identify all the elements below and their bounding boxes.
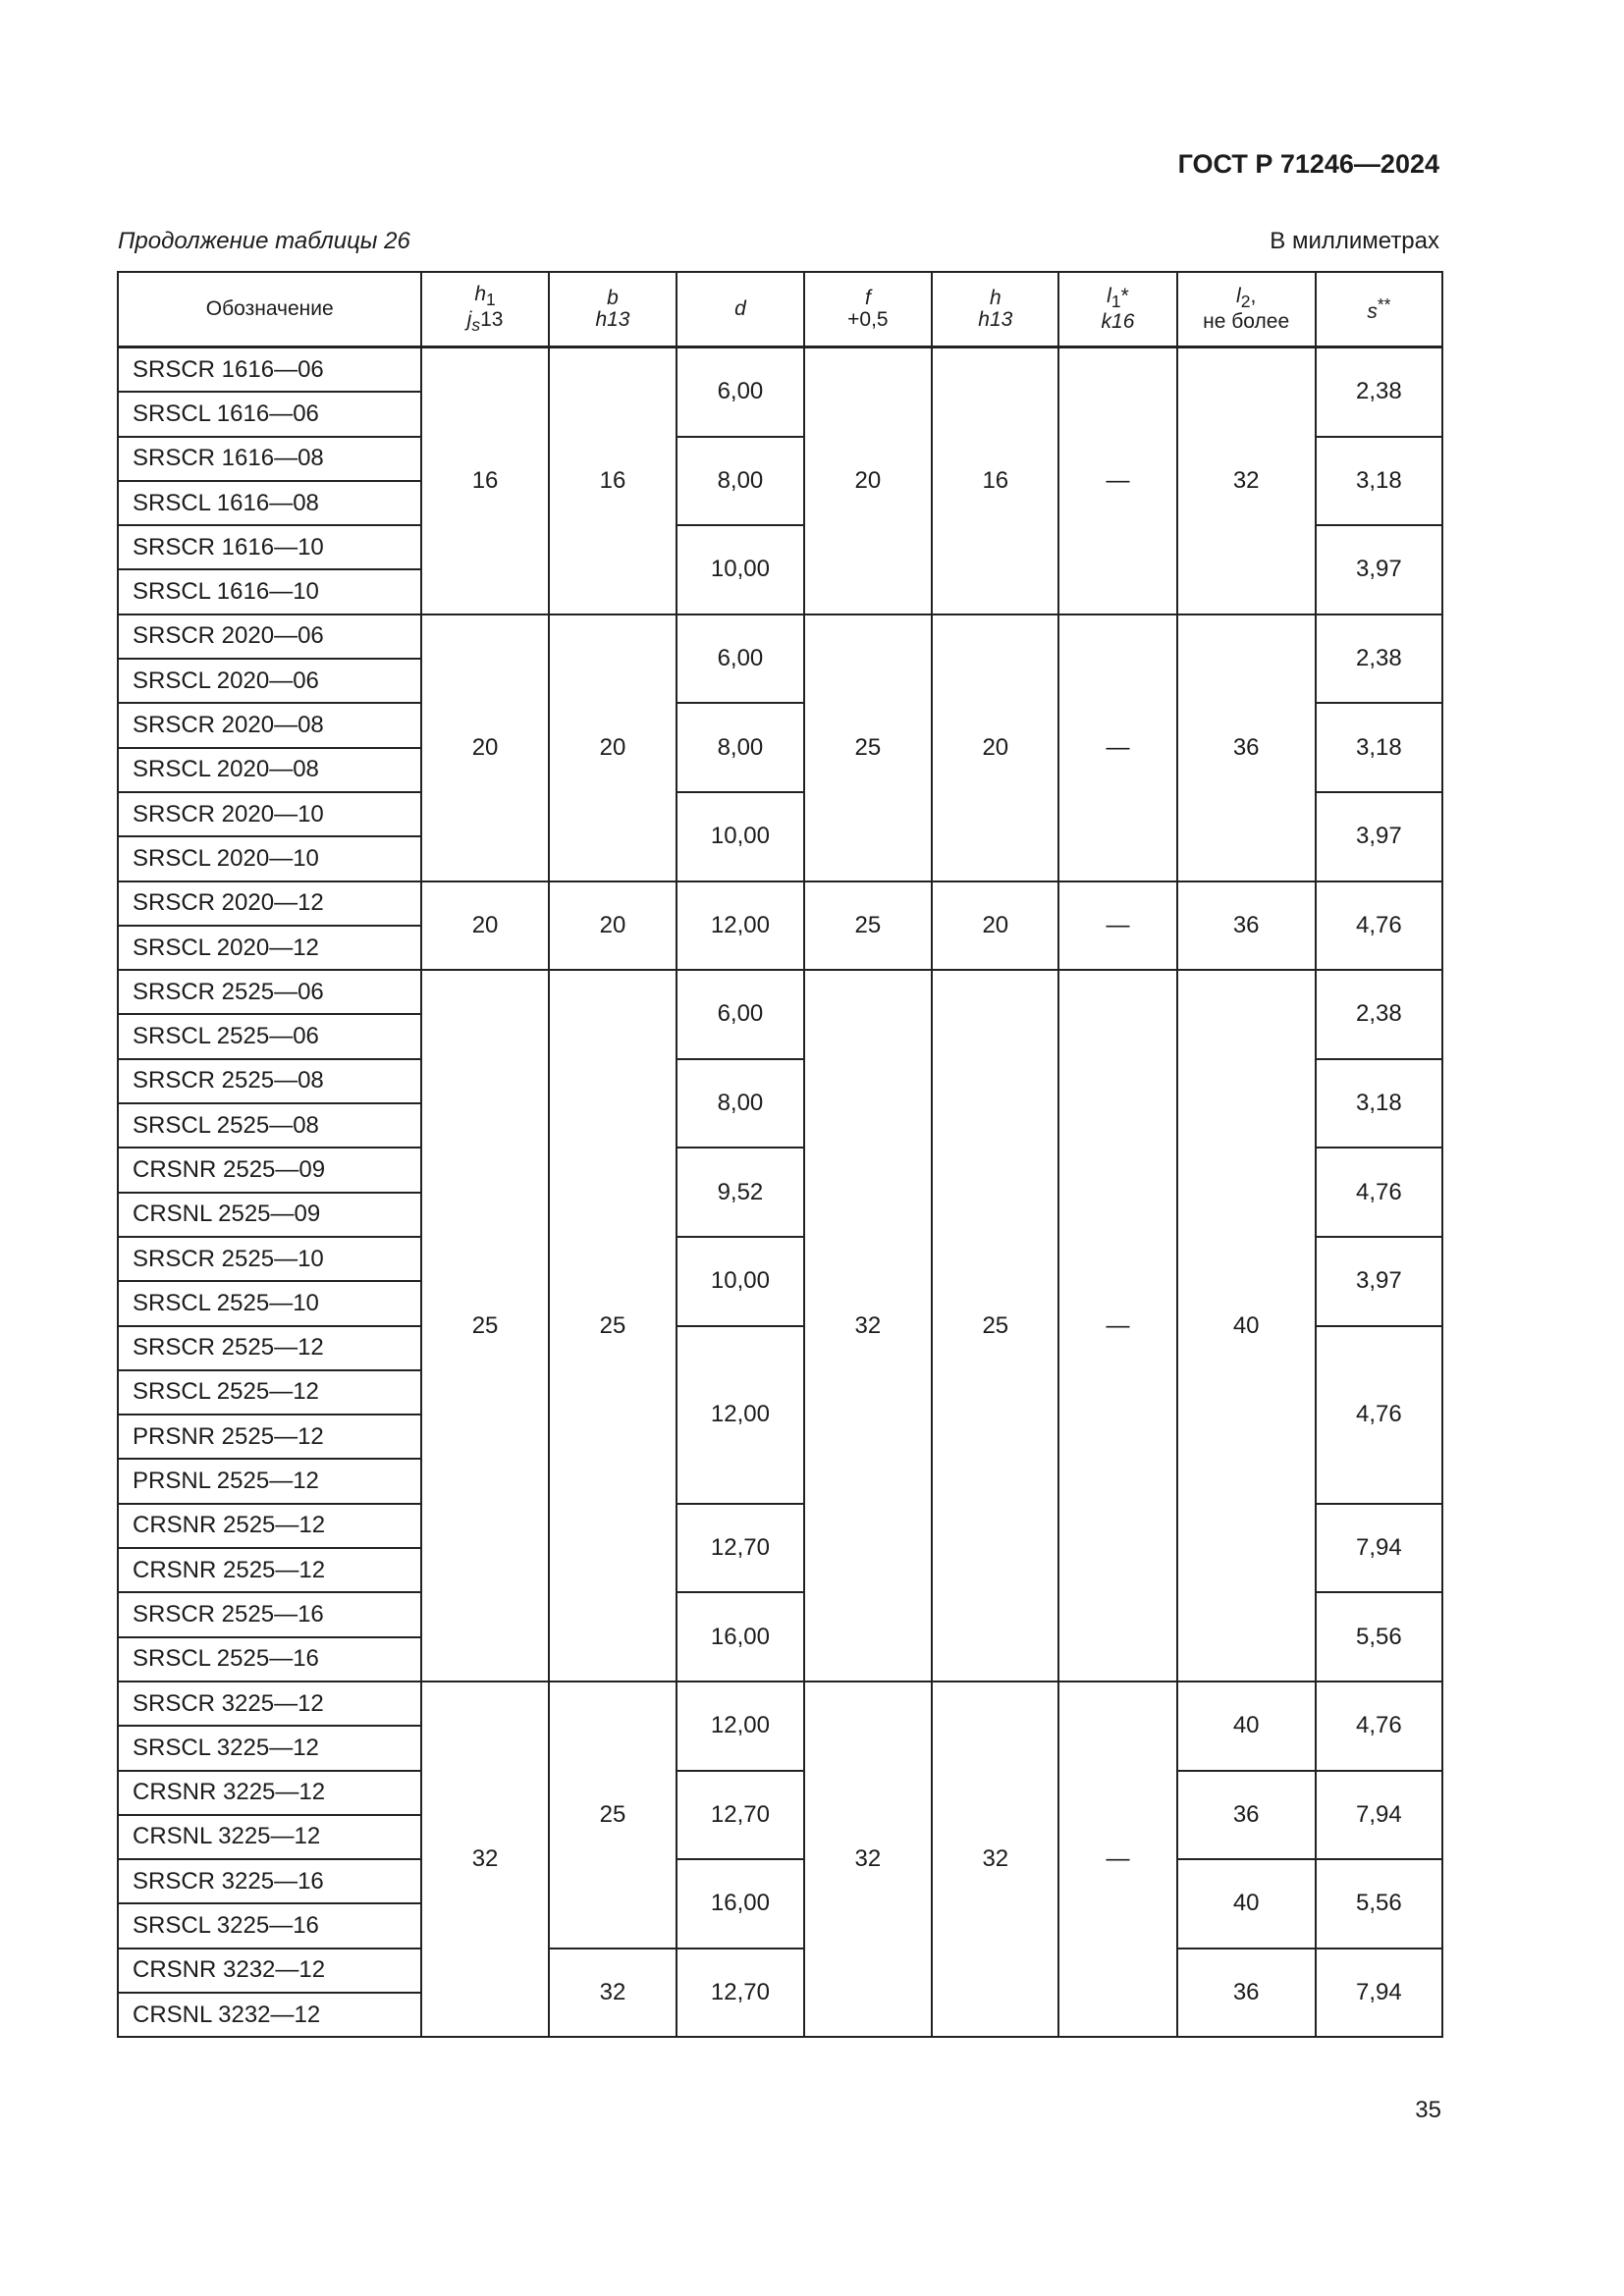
s-cell: 7,94 bbox=[1316, 1504, 1442, 1593]
designation-cell: SRSCR 2525—12 bbox=[118, 1326, 421, 1370]
designation-cell: SRSCL 2020—08 bbox=[118, 748, 421, 792]
l2-cell: 36 bbox=[1177, 1949, 1316, 2038]
d-cell: 12,00 bbox=[677, 881, 803, 971]
designation-cell: SRSCR 2525—06 bbox=[118, 970, 421, 1014]
designation-cell: CRSNL 3225—12 bbox=[118, 1815, 421, 1859]
s-cell: 4,76 bbox=[1316, 881, 1442, 971]
b-cell: 20 bbox=[549, 881, 677, 971]
l1-cell: — bbox=[1058, 881, 1176, 971]
b-cell: 25 bbox=[549, 970, 677, 1682]
designation-cell: SRSCL 2525—06 bbox=[118, 1014, 421, 1058]
col-l2: $l_2$, не более bbox=[1177, 272, 1316, 347]
col-h1: $h_1$ $j_s13$ bbox=[421, 272, 548, 347]
designation-cell: PRSNL 2525—12 bbox=[118, 1459, 421, 1503]
l1-cell: — bbox=[1058, 614, 1176, 881]
designation-cell: SRSCR 1616—10 bbox=[118, 525, 421, 569]
s-cell: 3,97 bbox=[1316, 792, 1442, 881]
d-cell: 6,00 bbox=[677, 614, 803, 704]
designation-cell: CRSNR 2525—12 bbox=[118, 1548, 421, 1592]
f-cell: 25 bbox=[804, 881, 933, 971]
d-cell: 12,70 bbox=[677, 1771, 803, 1860]
designation-cell: SRSCR 3225—16 bbox=[118, 1859, 421, 1903]
designation-cell: SRSCL 2525—10 bbox=[118, 1281, 421, 1325]
b-cell: 20 bbox=[549, 614, 677, 881]
designation-cell: SRSCL 2525—16 bbox=[118, 1637, 421, 1682]
col-s: s** bbox=[1316, 272, 1442, 347]
f-cell: 32 bbox=[804, 970, 933, 1682]
col-designation: Обозначение bbox=[118, 272, 421, 347]
d-cell: 12,70 bbox=[677, 1504, 803, 1593]
s-cell: 3,97 bbox=[1316, 525, 1442, 614]
l2-cell: 40 bbox=[1177, 1682, 1316, 1771]
h1-cell: 16 bbox=[421, 347, 548, 614]
designation-cell: SRSCR 2020—12 bbox=[118, 881, 421, 926]
l2-cell: 32 bbox=[1177, 347, 1316, 614]
designation-cell: CRSNR 3225—12 bbox=[118, 1771, 421, 1815]
l2-cell: 36 bbox=[1177, 881, 1316, 971]
h1-cell: 25 bbox=[421, 970, 548, 1682]
designation-cell: SRSCR 2020—08 bbox=[118, 703, 421, 747]
designation-cell: SRSCL 2020—12 bbox=[118, 926, 421, 970]
table-row bbox=[118, 881, 1442, 926]
table-row bbox=[118, 1859, 1442, 1903]
table-row bbox=[118, 1949, 1442, 1993]
d-cell: 12,70 bbox=[677, 1949, 803, 2038]
designation-cell: SRSCR 2525—16 bbox=[118, 1592, 421, 1636]
designation-cell: SRSCR 1616—06 bbox=[118, 347, 421, 393]
designation-cell: SRSCL 2525—08 bbox=[118, 1103, 421, 1148]
d-cell: 8,00 bbox=[677, 703, 803, 792]
l2-cell: 40 bbox=[1177, 970, 1316, 1682]
tool-dimensions-table bbox=[117, 271, 1443, 2038]
f-cell: 20 bbox=[804, 347, 933, 614]
d-cell: 6,00 bbox=[677, 970, 803, 1059]
designation-cell: CRSNL 3232—12 bbox=[118, 1993, 421, 2037]
designation-cell: SRSCR 2020—10 bbox=[118, 792, 421, 836]
designation-cell: SRSCL 1616—06 bbox=[118, 392, 421, 436]
designation-cell: CRSNR 2525—09 bbox=[118, 1148, 421, 1192]
s-cell: 4,76 bbox=[1316, 1148, 1442, 1237]
s-cell: 4,76 bbox=[1316, 1326, 1442, 1504]
col-l1: $l_1*$ k16 bbox=[1058, 272, 1176, 347]
designation-cell: SRSCR 2525—10 bbox=[118, 1237, 421, 1281]
col-b: b h13 bbox=[549, 272, 677, 347]
designation-cell: SRSCL 2020—06 bbox=[118, 659, 421, 703]
s-cell: 2,38 bbox=[1316, 614, 1442, 704]
d-cell: 10,00 bbox=[677, 792, 803, 881]
s-cell: 5,56 bbox=[1316, 1592, 1442, 1682]
designation-cell: SRSCR 1616—08 bbox=[118, 437, 421, 481]
d-cell: 12,00 bbox=[677, 1326, 803, 1504]
h-cell: 16 bbox=[932, 347, 1058, 614]
s-cell: 5,56 bbox=[1316, 1859, 1442, 1949]
col-d: d bbox=[677, 272, 803, 347]
h1-cell: 32 bbox=[421, 1682, 548, 2037]
l2-cell: 40 bbox=[1177, 1859, 1316, 1949]
h-cell: 20 bbox=[932, 614, 1058, 881]
d-cell: 8,00 bbox=[677, 437, 803, 526]
s-cell: 3,18 bbox=[1316, 1059, 1442, 1148]
l2-cell: 36 bbox=[1177, 1771, 1316, 1860]
s-cell: 3,18 bbox=[1316, 703, 1442, 792]
h1-cell: 20 bbox=[421, 881, 548, 971]
units-caption: В миллиметрах bbox=[1270, 228, 1439, 254]
designation-cell: SRSCL 3225—12 bbox=[118, 1726, 421, 1770]
f-cell: 32 bbox=[804, 1682, 933, 2037]
document-header: ГОСТ Р 71246—2024 bbox=[1177, 149, 1439, 179]
col-h: h h13 bbox=[932, 272, 1058, 347]
designation-cell: SRSCL 2525—12 bbox=[118, 1370, 421, 1415]
s-cell: 3,18 bbox=[1316, 437, 1442, 526]
table-row bbox=[118, 970, 1442, 1014]
h-cell: 20 bbox=[932, 881, 1058, 971]
l1-cell: — bbox=[1058, 1682, 1176, 2037]
b-cell: 32 bbox=[549, 1949, 677, 2038]
b-cell: 16 bbox=[549, 347, 677, 614]
s-cell: 7,94 bbox=[1316, 1771, 1442, 1860]
d-cell: 10,00 bbox=[677, 1237, 803, 1326]
d-cell: 10,00 bbox=[677, 525, 803, 614]
col-f: f +0,5 bbox=[804, 272, 933, 347]
d-cell: 16,00 bbox=[677, 1592, 803, 1682]
designation-cell: CRSNL 2525—09 bbox=[118, 1193, 421, 1237]
l1-cell: — bbox=[1058, 970, 1176, 1682]
d-cell: 6,00 bbox=[677, 347, 803, 437]
designation-cell: SRSCL 1616—08 bbox=[118, 481, 421, 525]
designation-cell: SRSCR 2525—08 bbox=[118, 1059, 421, 1103]
table-row bbox=[118, 1771, 1442, 1815]
h-cell: 25 bbox=[932, 970, 1058, 1682]
b-cell: 25 bbox=[549, 1682, 677, 1949]
s-cell: 2,38 bbox=[1316, 347, 1442, 437]
designation-cell: CRSNR 2525—12 bbox=[118, 1504, 421, 1548]
s-cell: 4,76 bbox=[1316, 1682, 1442, 1771]
d-cell: 16,00 bbox=[677, 1859, 803, 1949]
table-row bbox=[118, 347, 1442, 393]
f-cell: 25 bbox=[804, 614, 933, 881]
d-cell: 9,52 bbox=[677, 1148, 803, 1237]
designation-cell: SRSCL 3225—16 bbox=[118, 1903, 421, 1948]
header-row bbox=[118, 272, 1442, 347]
d-cell: 12,00 bbox=[677, 1682, 803, 1771]
designation-cell: PRSNR 2525—12 bbox=[118, 1415, 421, 1459]
s-cell: 3,97 bbox=[1316, 1237, 1442, 1326]
designation-cell: SRSCL 2020—10 bbox=[118, 836, 421, 881]
designation-cell: SRSCR 3225—12 bbox=[118, 1682, 421, 1726]
page-number: 35 bbox=[1415, 2097, 1441, 2123]
s-cell: 2,38 bbox=[1316, 970, 1442, 1059]
designation-cell: SRSCR 2020—06 bbox=[118, 614, 421, 659]
designation-cell: CRSNR 3232—12 bbox=[118, 1949, 421, 1993]
designation-cell: SRSCL 1616—10 bbox=[118, 569, 421, 614]
l2-cell: 36 bbox=[1177, 614, 1316, 881]
table-row bbox=[118, 614, 1442, 659]
s-cell: 7,94 bbox=[1316, 1949, 1442, 2038]
table-caption: Продолжение таблицы 26 bbox=[118, 228, 410, 254]
l1-cell: — bbox=[1058, 347, 1176, 614]
h-cell: 32 bbox=[932, 1682, 1058, 2037]
table-row bbox=[118, 1682, 1442, 1726]
d-cell: 8,00 bbox=[677, 1059, 803, 1148]
h1-cell: 20 bbox=[421, 614, 548, 881]
